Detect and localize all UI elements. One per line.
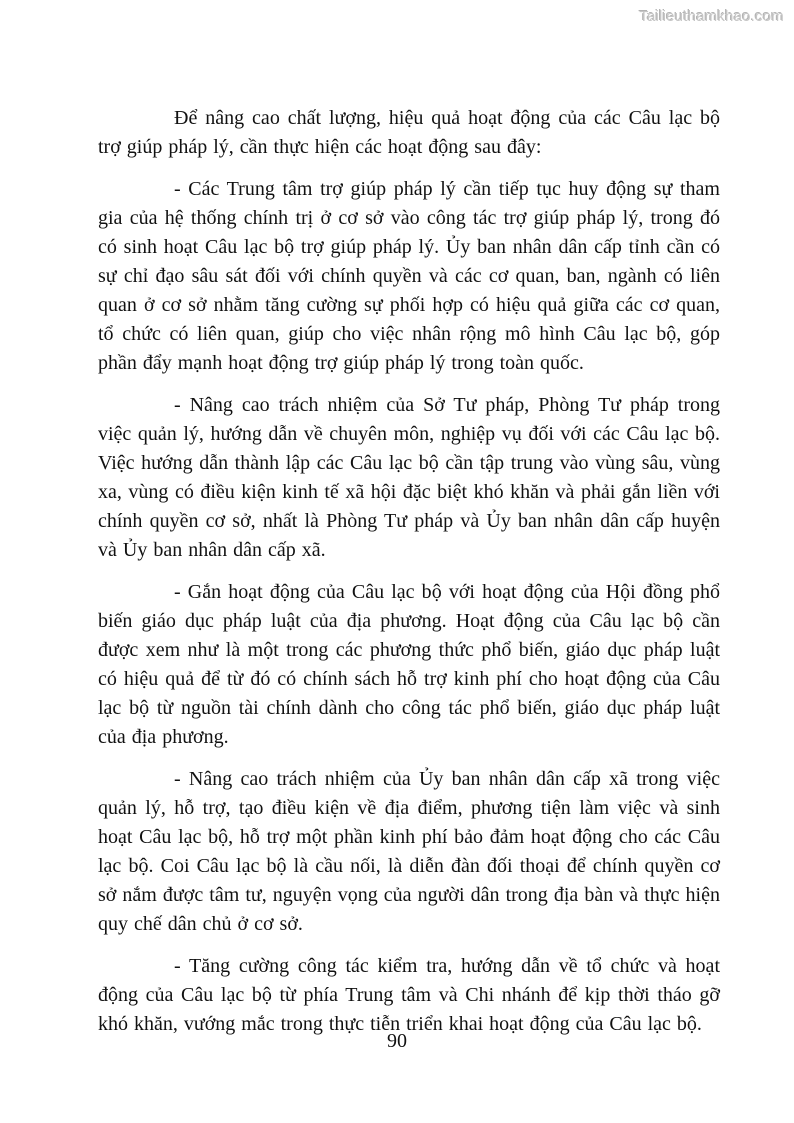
paragraph-intro: Để nâng cao chất lượng, hiệu quả hoạt động của các Câu lạc bộ trợ giúp pháp lý, cần thực hiện các hoạt động sau đây:	[98, 107, 720, 158]
watermark: Tailieuthamkhao.com	[639, 8, 784, 25]
page-number: 90	[387, 1030, 407, 1052]
document-body	[98, 104, 720, 1052]
paragraph-dash-item-1: - Các Trung tâm trợ giúp pháp lý cần tiếp tục huy động sự tham gia của hệ thống chính trị ở cơ sở vào công tác trợ giúp pháp lý, trong đó có sinh hoạt Câu lạc bộ trợ giúp pháp lý. Ủy ban nhân dân cấp tỉnh cần có sự chỉ đạo sâu sát đối với chính quyền và các cơ quan, ban, ngành có liên quan ở cơ sở nhằm tăng cường sự phối hợp có hiệu quả giữa các cơ quan, tổ chức có liên quan, giúp cho việc nhân rộng mô hình Câu lạc bộ, góp phần đẩy mạnh hoạt động trợ giúp pháp lý trong toàn quốc.	[98, 178, 720, 374]
paragraph-dash-item-2: - Nâng cao trách nhiệm của Sở Tư pháp, Phòng Tư pháp trong việc quản lý, hướng dẫn về chuyên môn, nghiệp vụ đối với các Câu lạc bộ. Việc hướng dẫn thành lập các Câu lạc bộ cần tập trung vào vùng sâu, vùng xa, vùng có điều kiện kinh tế xã hội đặc biệt khó khăn và phải gắn liền với chính quyền cơ sở, nhất là Phòng Tư pháp và Ủy ban nhân dân cấp huyện và Ủy ban nhân dân cấp xã.	[98, 394, 720, 561]
paragraph-dash-item-5: - Tăng cường công tác kiểm tra, hướng dẫn về tổ chức và hoạt động của Câu lạc bộ từ phía Trung tâm và Chi nhánh để kịp thời tháo gỡ khó khăn, vướng mắc trong thực tiễn triển khai hoạt động của Câu lạc bộ.	[98, 955, 720, 1035]
paragraph-dash-item-4: - Nâng cao trách nhiệm của Ủy ban nhân dân cấp xã trong việc quản lý, hỗ trợ, tạo điều kiện về địa điểm, phương tiện làm việc và sinh hoạt Câu lạc bộ, hỗ trợ một phần kinh phí bảo đảm hoạt động cho các Câu lạc bộ. Coi Câu lạc bộ là cầu nối, là diễn đàn đối thoại để chính quyền cơ sở nắm được tâm tư, nguyện vọng của người dân trong địa bàn và thực hiện quy chế dân chủ ở cơ sở.	[98, 768, 720, 935]
paragraph-dash-item-3: - Gắn hoạt động của Câu lạc bộ với hoạt động của Hội đồng phổ biến giáo dục pháp luật của địa phương. Hoạt động của Câu lạc bộ cần được xem như là một trong các phương thức phổ biến, giáo dục pháp luật có hiệu quả để từ đó có chính sách hỗ trợ kinh phí cho hoạt động của Câu lạc bộ từ nguồn tài chính dành cho công tác phổ biến, giáo dục pháp luật của địa phương.	[98, 581, 720, 748]
